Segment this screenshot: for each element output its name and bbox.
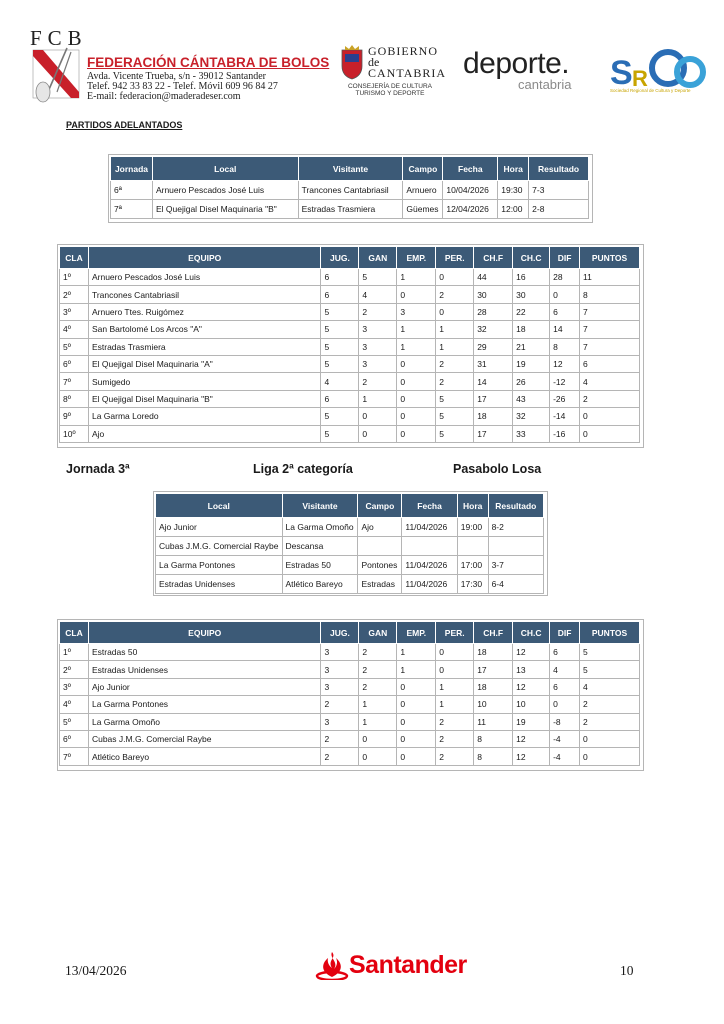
table-row — [60, 355, 640, 372]
table-cell: Estradas 50 — [282, 556, 358, 575]
table-cell: 13 — [513, 661, 550, 678]
column-header: Campo — [403, 157, 443, 181]
column-header: Local — [156, 494, 283, 518]
table-cell: -16 — [550, 425, 580, 442]
table-row — [60, 661, 640, 678]
table-row — [60, 713, 640, 730]
table-cell: 0 — [397, 730, 436, 747]
table-cell: 17 — [474, 425, 513, 442]
table-cell: 1 — [397, 269, 436, 286]
table-cell: San Bartolomé Los Arcos "A" — [88, 321, 320, 338]
table-cell: Trancones Cantabriasil — [88, 286, 320, 303]
table-cell: -8 — [550, 713, 580, 730]
table-cell: 2 — [436, 286, 474, 303]
table-cell: 17 — [474, 661, 513, 678]
column-header: Resultado — [488, 494, 543, 518]
table-cell: Cubas J.M.G. Comercial Raybe — [88, 730, 320, 747]
table-cell: 1 — [359, 390, 397, 407]
table-cell: 7 — [580, 321, 640, 338]
table-cell: El Quejigal Disel Maquinaria "A" — [88, 355, 320, 372]
table-cell: 4 — [359, 286, 397, 303]
column-header: PUNTOS — [580, 247, 640, 269]
table-cell: -4 — [550, 730, 580, 747]
table-row — [111, 200, 589, 219]
table-cell: 6 — [321, 269, 359, 286]
table-cell: 3 — [359, 321, 397, 338]
table-row — [60, 373, 640, 390]
table-cell: 12/04/2026 — [443, 200, 498, 219]
column-header: DIF — [550, 247, 580, 269]
jornada-label: Jornada 3ª — [66, 462, 130, 476]
table-cell: 2 — [580, 696, 640, 713]
table-row — [156, 556, 544, 575]
adelantados-table — [110, 156, 589, 219]
table-cell: 5 — [321, 425, 359, 442]
table-cell: 11/04/2026 — [402, 575, 457, 594]
table-cell: 1 — [359, 713, 397, 730]
table-cell: Cubas J.M.G. Comercial Raybe — [156, 537, 283, 556]
table-cell: 0 — [397, 713, 436, 730]
column-header: Visitante — [282, 494, 358, 518]
table-cell: 0 — [436, 661, 474, 678]
column-header: EMP. — [397, 622, 436, 644]
table-cell: 19 — [513, 355, 550, 372]
table-cell: La Garma Omoño — [282, 518, 358, 537]
table-cell: 30 — [474, 286, 513, 303]
table-cell: 0 — [436, 269, 474, 286]
table-cell: 3º — [60, 678, 89, 695]
table-cell: 0 — [397, 286, 436, 303]
table-cell: 18 — [513, 321, 550, 338]
table-cell: 8 — [550, 338, 580, 355]
column-header: JUG. — [321, 247, 359, 269]
column-header: CLA — [60, 622, 89, 644]
table-cell: Arnuero Pescados José Luis — [152, 181, 298, 200]
svg-text:S: S — [610, 54, 633, 92]
table-cell: 0 — [580, 730, 640, 747]
column-header: Jornada — [111, 157, 153, 181]
table-cell: Arnuero Pescados José Luis — [88, 269, 320, 286]
table-cell: 2 — [436, 748, 474, 765]
table-row — [60, 321, 640, 338]
table-cell: 6 — [580, 355, 640, 372]
table-cell: 11 — [474, 713, 513, 730]
gobierno-sub2: TURISMO Y DEPORTE — [355, 90, 425, 97]
table-cell: 6 — [321, 286, 359, 303]
table-cell: 44 — [474, 269, 513, 286]
table-cell: 1º — [60, 644, 89, 661]
table-cell: 1 — [397, 644, 436, 661]
table-cell: 2 — [580, 713, 640, 730]
table-cell: 0 — [397, 678, 436, 695]
gobierno-line2: de — [368, 55, 380, 69]
table-cell: 5 — [436, 425, 474, 442]
table-cell: 1 — [436, 321, 474, 338]
table-cell: 5 — [321, 355, 359, 372]
table-cell: 18 — [474, 408, 513, 425]
table-row — [60, 696, 640, 713]
table-cell: 17:30 — [457, 575, 488, 594]
table-cell: 1º — [60, 269, 89, 286]
gobierno-sub1: CONSEJERÍA DE CULTURA — [347, 83, 433, 90]
partidos2-table — [155, 493, 544, 594]
table-cell: 7 — [580, 338, 640, 355]
table-row — [60, 303, 640, 320]
table-row — [60, 338, 640, 355]
table-cell — [358, 537, 402, 556]
column-header: EQUIPO — [88, 247, 320, 269]
table-cell: 1 — [397, 321, 436, 338]
table-cell: 12 — [513, 730, 550, 747]
table-cell: 10/04/2026 — [443, 181, 498, 200]
column-header: CH.C — [513, 247, 550, 269]
table-cell: 0 — [436, 644, 474, 661]
srcd-sub: Sociedad Regional de Cultura y Deporte — [610, 88, 691, 93]
table-cell: Descansa — [282, 537, 358, 556]
table-cell: 11/04/2026 — [402, 518, 457, 537]
table-cell: 14 — [474, 373, 513, 390]
table-cell: 6º — [60, 730, 89, 747]
table-cell: 7 — [580, 303, 640, 320]
table-cell: La Garma Loredo — [88, 408, 320, 425]
table-cell: 33 — [513, 425, 550, 442]
table-cell: 3 — [359, 338, 397, 355]
org-email: E-mail: federacion@maderadeser.com — [87, 91, 241, 102]
table-cell: 28 — [550, 269, 580, 286]
table-cell: 0 — [580, 425, 640, 442]
table-cell: 19 — [513, 713, 550, 730]
table-cell: 3-7 — [488, 556, 543, 575]
table-cell: 2 — [436, 373, 474, 390]
table-cell: 3 — [397, 303, 436, 320]
table-cell: 17:00 — [457, 556, 488, 575]
table-cell: 0 — [359, 425, 397, 442]
table-cell: 0 — [397, 425, 436, 442]
table-row — [156, 575, 544, 594]
table-cell: 3º — [60, 303, 89, 320]
table-cell: 19:30 — [498, 181, 529, 200]
column-header: EQUIPO — [88, 622, 320, 644]
table-row — [60, 748, 640, 765]
deporte-logo: deporte. — [463, 47, 570, 80]
table-cell: 29 — [474, 338, 513, 355]
table-cell: 1 — [436, 696, 474, 713]
column-header: Fecha — [443, 157, 498, 181]
table-cell: 1 — [436, 678, 474, 695]
table-cell: 32 — [513, 408, 550, 425]
gobierno-line3: CANTABRIA — [368, 66, 447, 80]
column-header: CH.C — [513, 622, 550, 644]
table-cell: Ajo Junior — [88, 678, 320, 695]
table-cell: Atlético Bareyo — [88, 748, 320, 765]
column-header: Resultado — [529, 157, 589, 181]
table-cell: -14 — [550, 408, 580, 425]
table-cell: Ajo — [358, 518, 402, 537]
table-cell: 11 — [580, 269, 640, 286]
column-header: Campo — [358, 494, 402, 518]
gobierno-sub — [340, 83, 440, 97]
table-cell: Estradas Unidenses — [88, 661, 320, 678]
table-cell: 0 — [397, 390, 436, 407]
table-cell: Arnuero Ttes. Ruigómez — [88, 303, 320, 320]
org-name: FEDERACIÓN CÁNTABRA DE BOLOS — [87, 55, 330, 70]
footer-date: 13/04/2026 — [65, 963, 127, 978]
table-cell: 8 — [580, 286, 640, 303]
table-cell: 2 — [359, 678, 397, 695]
table-cell: 5 — [359, 269, 397, 286]
table-cell: 12 — [513, 678, 550, 695]
table-cell: Ajo — [88, 425, 320, 442]
table-cell: 8º — [60, 390, 89, 407]
column-header: Visitante — [298, 157, 403, 181]
table-row — [60, 408, 640, 425]
table-cell: 1 — [397, 661, 436, 678]
table-cell: 30 — [513, 286, 550, 303]
page-number: 10 — [620, 963, 634, 978]
table-cell: 10 — [513, 696, 550, 713]
section-title: PARTIDOS ADELANTADOS — [66, 120, 183, 130]
column-header: Hora — [457, 494, 488, 518]
table-row — [156, 537, 544, 556]
table-cell: 43 — [513, 390, 550, 407]
table-cell: El Quejigal Disel Maquinaria "B" — [88, 390, 320, 407]
table-cell: 5 — [580, 661, 640, 678]
table-cell: 5 — [321, 321, 359, 338]
column-header: CH.F — [474, 622, 513, 644]
table-cell: 6 — [550, 678, 580, 695]
table-cell — [488, 537, 543, 556]
table-cell: -12 — [550, 373, 580, 390]
table-cell: 6 — [321, 390, 359, 407]
table-cell: 8 — [474, 730, 513, 747]
table-row — [60, 269, 640, 286]
table-cell: 0 — [550, 696, 580, 713]
table-cell: 0 — [397, 355, 436, 372]
table-cell: 6 — [550, 644, 580, 661]
table-cell: Sumigedo — [88, 373, 320, 390]
table-cell: 3 — [321, 661, 359, 678]
table-cell — [402, 537, 457, 556]
santander-logo: Santander — [349, 951, 467, 979]
liga-label: Liga 2ª categoría — [253, 462, 353, 476]
table-row — [60, 390, 640, 407]
table-cell: 0 — [436, 303, 474, 320]
table-cell: 2 — [321, 696, 359, 713]
table-cell: 6ª — [111, 181, 153, 200]
org-phones: Telef. 942 33 83 22 - Telef. Móvil 609 96 84 27 — [87, 81, 278, 92]
table-row — [60, 678, 640, 695]
table-cell: 3 — [321, 644, 359, 661]
table-cell: 11/04/2026 — [402, 556, 457, 575]
table-cell: 1 — [397, 338, 436, 355]
table-cell: 4 — [550, 661, 580, 678]
column-header: GAN — [359, 247, 397, 269]
table-cell: 7º — [60, 748, 89, 765]
column-header: EMP. — [397, 247, 436, 269]
clasif2-table — [59, 621, 640, 766]
table-cell: 1 — [436, 338, 474, 355]
table-cell: 9º — [60, 408, 89, 425]
table-cell: 7º — [60, 373, 89, 390]
table-cell: Estradas 50 — [88, 644, 320, 661]
table-cell: 6 — [550, 303, 580, 320]
table-cell: 0 — [359, 408, 397, 425]
table-cell: 2 — [436, 355, 474, 372]
table-cell: 1 — [359, 696, 397, 713]
table-cell: 16 — [513, 269, 550, 286]
table-cell: 12 — [513, 748, 550, 765]
table-cell: 12 — [513, 644, 550, 661]
table-cell: 2º — [60, 661, 89, 678]
table-row — [156, 518, 544, 537]
column-header: Local — [152, 157, 298, 181]
table-cell: 2 — [436, 730, 474, 747]
table-cell: 2 — [436, 713, 474, 730]
fcb-letters: FCB — [30, 26, 88, 50]
table-cell: 2º — [60, 286, 89, 303]
gobierno-text — [368, 46, 446, 79]
gobierno-line1: GOBIERNO — [368, 44, 438, 58]
column-header: CH.F — [474, 247, 513, 269]
table-cell: Estradas Unidenses — [156, 575, 283, 594]
table-cell: 5 — [321, 303, 359, 320]
table-cell: 0 — [397, 748, 436, 765]
table-cell: 5º — [60, 338, 89, 355]
table-cell: 2 — [359, 373, 397, 390]
gobierno-shield-icon — [339, 44, 365, 80]
column-header: PUNTOS — [580, 622, 640, 644]
table-cell: 4 — [580, 373, 640, 390]
table-cell: 0 — [359, 730, 397, 747]
table-cell: 5 — [436, 408, 474, 425]
clasif1-table — [59, 246, 640, 443]
table-cell: 0 — [580, 748, 640, 765]
table-cell: 8 — [474, 748, 513, 765]
table-cell: 3 — [359, 355, 397, 372]
table-cell: 7-3 — [529, 181, 589, 200]
table-row — [60, 425, 640, 442]
table-cell — [457, 537, 488, 556]
table-cell: 4º — [60, 321, 89, 338]
table-cell: 2 — [359, 303, 397, 320]
table-cell: -4 — [550, 748, 580, 765]
table-cell: 18 — [474, 644, 513, 661]
table-cell: 5 — [321, 408, 359, 425]
table-row — [60, 644, 640, 661]
column-header: CLA — [60, 247, 89, 269]
table-cell: 5 — [321, 338, 359, 355]
table-cell: Estradas Trasmiera — [298, 200, 403, 219]
table-cell: Arnuero — [403, 181, 443, 200]
table-cell: 3 — [321, 678, 359, 695]
table-cell: Estradas Trasmiera — [88, 338, 320, 355]
table-cell: 4 — [580, 678, 640, 695]
org-address: Avda. Vicente Trueba, s/n - 39012 Santander — [87, 71, 266, 82]
table-cell: Atlético Bareyo — [282, 575, 358, 594]
deporte-sub: cantabria — [518, 77, 572, 92]
table-cell: 28 — [474, 303, 513, 320]
table-cell: 2 — [359, 661, 397, 678]
santander-flame-icon — [315, 950, 349, 980]
table-cell: El Quejigal Disel Maquinaria "B" — [152, 200, 298, 219]
table-cell: 26 — [513, 373, 550, 390]
column-header: Hora — [498, 157, 529, 181]
table-cell: 31 — [474, 355, 513, 372]
table-cell: 4º — [60, 696, 89, 713]
table-cell: 2-8 — [529, 200, 589, 219]
svg-text:R: R — [632, 66, 648, 91]
table-row — [111, 181, 589, 200]
table-cell: 0 — [359, 748, 397, 765]
table-cell: 12:00 — [498, 200, 529, 219]
table-cell: 21 — [513, 338, 550, 355]
column-header: PER. — [436, 622, 474, 644]
table-cell: 0 — [397, 373, 436, 390]
table-cell: La Garma Pontones — [88, 696, 320, 713]
table-cell: 2 — [359, 644, 397, 661]
table-cell: 6-4 — [488, 575, 543, 594]
table-cell: 18 — [474, 678, 513, 695]
table-cell: Estradas — [358, 575, 402, 594]
srcd-logo — [610, 46, 710, 94]
table-cell: 2 — [321, 748, 359, 765]
column-header: PER. — [436, 247, 474, 269]
table-cell: 10 — [474, 696, 513, 713]
table-cell: 14 — [550, 321, 580, 338]
table-cell: 19:00 — [457, 518, 488, 537]
column-header: JUG. — [321, 622, 359, 644]
table-cell: La Garma Omoño — [88, 713, 320, 730]
table-cell: Güemes — [403, 200, 443, 219]
table-cell: 2 — [580, 390, 640, 407]
table-cell: 0 — [550, 286, 580, 303]
table-cell: 7ª — [111, 200, 153, 219]
table-row — [60, 730, 640, 747]
table-cell: 5º — [60, 713, 89, 730]
table-cell: 32 — [474, 321, 513, 338]
table-cell: 2 — [321, 730, 359, 747]
table-cell: 10º — [60, 425, 89, 442]
table-cell: 12 — [550, 355, 580, 372]
table-cell: 4 — [321, 373, 359, 390]
table-cell: 0 — [397, 408, 436, 425]
table-cell: Pontones — [358, 556, 402, 575]
modalidad-label: Pasabolo Losa — [453, 462, 542, 476]
table-cell: 5 — [436, 390, 474, 407]
table-cell: 3 — [321, 713, 359, 730]
table-cell: 6º — [60, 355, 89, 372]
column-header: GAN — [359, 622, 397, 644]
table-cell: 0 — [580, 408, 640, 425]
table-cell: -26 — [550, 390, 580, 407]
column-header: Fecha — [402, 494, 457, 518]
table-cell: 5 — [580, 644, 640, 661]
table-cell: 17 — [474, 390, 513, 407]
table-cell: 0 — [397, 696, 436, 713]
table-row — [60, 286, 640, 303]
table-cell: Ajo Junior — [156, 518, 283, 537]
table-cell: 22 — [513, 303, 550, 320]
table-cell: 8-2 — [488, 518, 543, 537]
table-cell: Trancones Cantabriasil — [298, 181, 403, 200]
column-header: DIF — [550, 622, 580, 644]
table-cell: La Garma Pontones — [156, 556, 283, 575]
